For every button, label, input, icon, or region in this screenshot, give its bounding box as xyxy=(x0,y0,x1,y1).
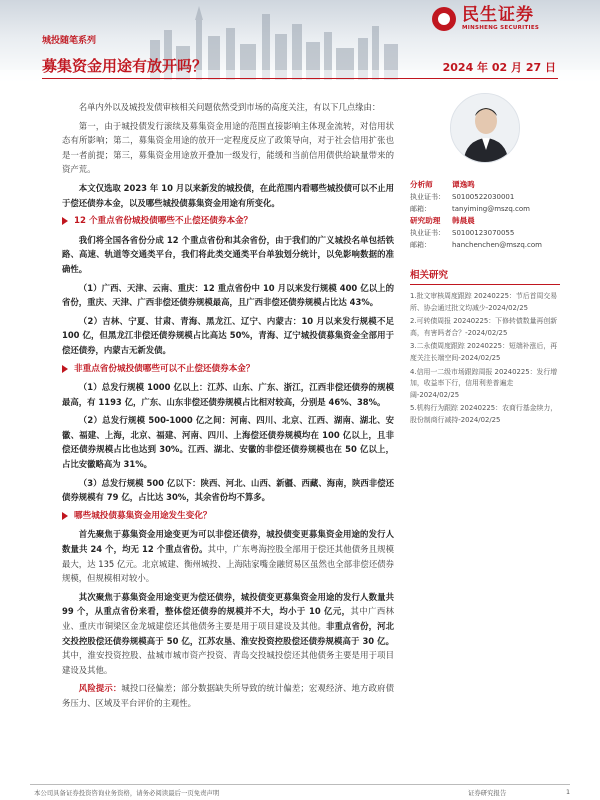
paragraph-risk: 风险提示：城投口径偏差；部分数据缺失所导致的统计偏差；宏观经济、地方政府债务压力、区域及平台评价的主观性。 xyxy=(62,683,395,708)
paragraph-key-2: （2）吉林、宁夏、甘肃、青海、黑龙江、辽宁、内蒙古：10 月以来发行规模不足 100 亿，但黑龙江非偿还债券规模占比高达 50%，青海、辽宁城投债募集资金全部用于偿还债券，内蒙古无新发债。 xyxy=(62,315,394,355)
assistant-role-label: 研究助理 xyxy=(410,216,441,225)
minsheng-logo xyxy=(432,4,582,34)
email-label: 邮箱： xyxy=(410,205,431,213)
analyst-name: 谭逸鸣 xyxy=(452,180,475,189)
series-label: 城投随笔系列 xyxy=(42,36,97,46)
analyst-info xyxy=(410,179,560,251)
logo-icon xyxy=(432,7,456,31)
footer-divider xyxy=(30,784,570,785)
analyst-photo-icon xyxy=(451,94,520,163)
report-header xyxy=(0,0,600,84)
section-heading-2: 非重点省份城投债哪些可以不止偿还债券本金？ xyxy=(62,362,394,377)
paragraph-reasons: 第一，由于城投债发行滚续及募集资金用途的范围直接影响主体现金流转，对信用状态有所影响；第二，募集资金用途的放开一定程度反应了政策导向，对于社会信用扩张也是一者前提；第三，募集资金用途放开叠加一级发行，能缓和当前信用债供给缺量带来的资产荒。 xyxy=(62,120,394,175)
assistant-email[interactable]: hanchenchen@mszq.com xyxy=(452,241,542,249)
related-research-list xyxy=(410,291,560,427)
footer-report-type: 证券研究报告 xyxy=(468,789,507,797)
paragraph-intro: 名单内外以及城投发债审核相关问题依然受到市场的高度关注，有以下几点缘由： xyxy=(78,102,381,112)
paragraph-nonkey-3: （3）总发行规模 500 亿以下：陕西、河北、山西、新疆、西藏、海南，陕西非偿还债券规模有 79 亿，占比达 30%，其余省份均不算多。 xyxy=(62,477,394,503)
assistant-name: 韩晨晨 xyxy=(452,216,475,225)
assistant-license: S0100123070055 xyxy=(452,229,515,237)
report-body xyxy=(62,100,394,715)
analyst-role-label: 分析师 xyxy=(410,180,433,189)
email-label: 邮箱： xyxy=(410,241,431,249)
footer-disclaimer: 本公司具备证券投资咨询业务资格，请务必阅读最后一页免责声明 xyxy=(34,789,220,797)
paragraph-nonkey-1: （1）总发行规模 1000 亿以上：江苏、山东、广东、浙江，江西非偿还债券的规模最高，有 1193 亿，广东、山东非偿还债券规模占比相对较高，分别是 46%、38%。 xyxy=(62,382,394,407)
section-heading-1: 12 个重点省份城投债哪些不止偿还债券本金？ xyxy=(62,214,394,229)
license-label: 执业证书： xyxy=(410,193,445,201)
paragraph-change-1: 首先聚焦于募集资金用途变更为可以非偿还债券，城投债变更募集资金用途的发行人数量共 24 个，均无 12 个重点省份。其中，广东粤海控股全部用于偿还其他债务且规模最大，达 135 亿元。北京城建、衡州城投、上海陆家嘴金融贸易区虽然也全部非偿还债券规模，但规模相对较小。 xyxy=(62,529,394,584)
paragraph-nonkey-2: （2）总发行规模 500-1000 亿之间：河南、四川、北京、江西、湖南、湖北、安徽、福建、上海，北京、福建、河南、四川、上海偿还债券规模均在 100 亿以上，且非偿还债券规模占比也达到 30%。江西、湖北、安徽的非偿还债券规模也在 50 亿以上，占比安徽略高为 31%。 xyxy=(62,415,394,470)
paragraph-key-1: （1）广西、天津、云南、重庆：12 重点省份中 10 月以来发行规模 400 亿以上的省份，重庆、天津、广西非偿还债券规模最高，且广西非偿还债券规模占比达 43%。 xyxy=(62,282,394,308)
report-sidebar xyxy=(410,93,560,429)
logo-text-en: MINSHENG SECURITIES xyxy=(462,24,540,31)
triangle-bullet-icon xyxy=(62,512,68,520)
section-heading-3: 哪些城投债募集资金用途发生变化？ xyxy=(62,509,394,524)
report-title: 募集资金用途有放开吗？ xyxy=(42,57,208,75)
analyst-license: S0100522030001 xyxy=(452,193,515,201)
related-item[interactable]: 2.可转债周报 20240225：下修转债数量再创新高，有害吗者合？-2024/02/25 xyxy=(410,317,558,337)
analyst-email[interactable]: tanyiming@mszq.com xyxy=(452,205,530,213)
triangle-bullet-icon xyxy=(62,365,68,373)
paragraph-scope: 本文仅选取 2023 年 10 月以来新发的城投债，在此范围内看哪些城投债可以不止用于偿还债券本金，以及哪些城投债募集资金用途有所变化。 xyxy=(62,182,394,208)
title-divider xyxy=(42,78,558,79)
analyst-avatar xyxy=(450,93,520,163)
license-label: 执业证书： xyxy=(410,229,445,237)
triangle-bullet-icon xyxy=(62,217,68,225)
related-research-title: 相关研究 xyxy=(410,267,560,285)
logo-text-cn: 民生证券 xyxy=(462,4,534,25)
related-item[interactable]: 4.信用一二级市场跟踪周报 20240225：发行增加，收益率下行，信用利差普遍走阔-2024/02/25 xyxy=(410,367,558,399)
related-item[interactable]: 1.批文审核周度跟踪 20240225：节后首周交易所、协会通过批文均减少-2024/02/25 xyxy=(410,292,558,312)
paragraph-change-2: 其次聚焦于募集资金用途变更为偿还债券，城投债变更募集资金用途的发行人数量共 99 个，从重点省份来看，整体偿还债券的规模并不大，均小于 10 亿元，其中广西林业、重庆市铜梁区金龙城建偿还其他债务主要是用于项目建设及其他。非重点省份，河北交投控股偿还债券规模高于 50 亿，江苏农垦、淮安投资控股偿还债券规模高于 30 亿。其中，淮安投资控股、盐城市城市资产投资、青岛交投城投偿还其他债务主要是用于项目建设及其他。 xyxy=(62,591,395,675)
related-item[interactable]: 3.二永债周度跟踪 20240225：短端补涨后，再度关注长端空间-2024/02/25 xyxy=(410,342,558,362)
report-date: 2024 年 02 月 27 日 xyxy=(442,61,556,74)
page-number: 1 xyxy=(566,788,571,796)
related-item[interactable]: 5.机构行为跟踪 20240225：农商行基金续力，股份制商行减持-2024/02/25 xyxy=(410,404,558,424)
paragraph-method: 我们将全国各省份分成 12 个重点省份和其余省份，由于我们的广义城投名单包括铁路、高速、轨道等交通类平台，我们将此类交通类平台单独划分统计，以免影响数据的准确性。 xyxy=(62,234,394,274)
